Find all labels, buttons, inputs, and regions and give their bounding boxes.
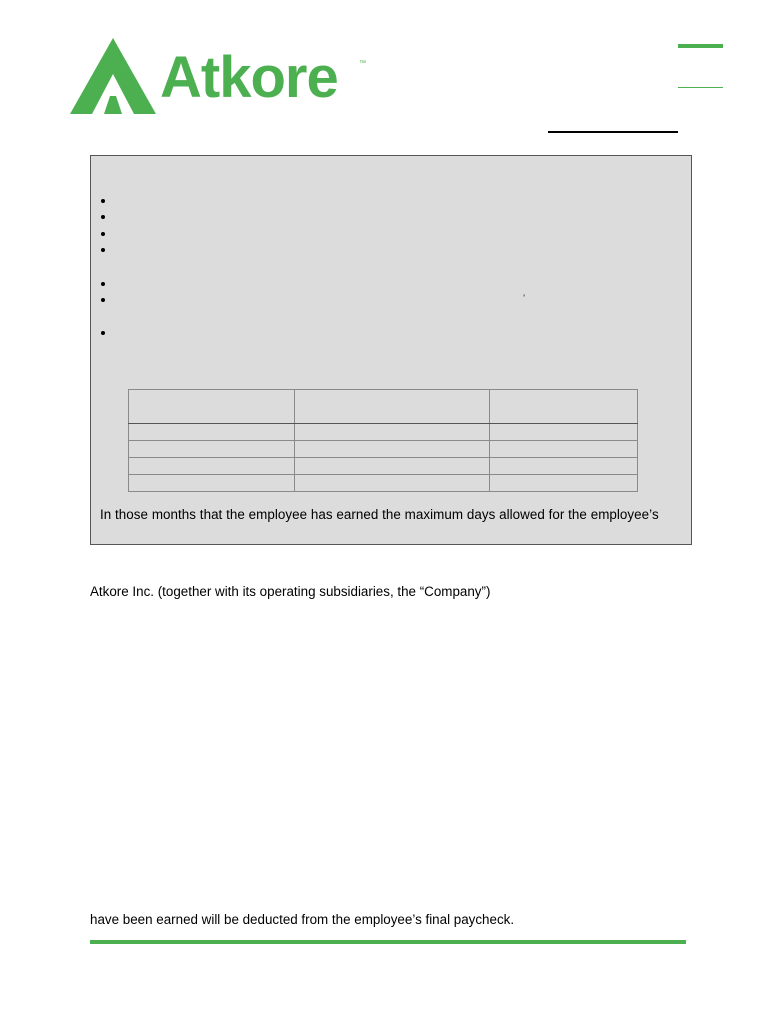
table-cell <box>129 424 295 441</box>
table-row <box>129 441 638 458</box>
list-bullet <box>101 199 105 203</box>
table-cell <box>129 475 295 492</box>
table-cell <box>129 458 295 475</box>
atkore-mountain-icon <box>70 38 156 118</box>
table-cell <box>295 424 490 441</box>
atkore-logo <box>70 38 370 118</box>
table-row <box>129 424 638 441</box>
table-header-cell <box>490 390 638 424</box>
table-header-cell <box>295 390 490 424</box>
table-cell <box>490 458 638 475</box>
table-cell <box>295 441 490 458</box>
table-cell <box>490 475 638 492</box>
table-cell <box>295 458 490 475</box>
panel-paragraph: In those months that the employee has earned the maximum days allowed for the employee’s <box>100 507 659 522</box>
footer-accent-rule <box>90 940 686 944</box>
header-accent-thin-rule <box>678 87 723 88</box>
apostrophe-mark: ’ <box>523 293 525 303</box>
table-header-cell <box>129 390 295 424</box>
list-bullet <box>101 248 105 252</box>
list-bullet <box>101 298 105 302</box>
signature-line <box>548 131 678 133</box>
final-paycheck-text: have been earned will be deducted from the employee’s final paycheck. <box>90 912 515 927</box>
table-row <box>129 475 638 492</box>
table-cell <box>490 424 638 441</box>
logo-trademark: ™ <box>359 60 366 67</box>
table-header-row <box>129 390 638 424</box>
table-cell <box>129 441 295 458</box>
table-cell <box>490 441 638 458</box>
table-row <box>129 458 638 475</box>
list-bullet <box>101 331 105 335</box>
table-cell <box>295 475 490 492</box>
list-bullet <box>101 215 105 219</box>
list-bullet <box>101 232 105 236</box>
policy-panel <box>90 155 692 545</box>
list-bullet <box>101 282 105 286</box>
accrual-table <box>128 389 638 492</box>
logo-wordmark: Atkore <box>160 45 338 110</box>
company-definition-text: Atkore Inc. (together with its operating subsidiaries, the “Company”) <box>90 584 491 599</box>
header-accent-rule <box>678 44 723 48</box>
